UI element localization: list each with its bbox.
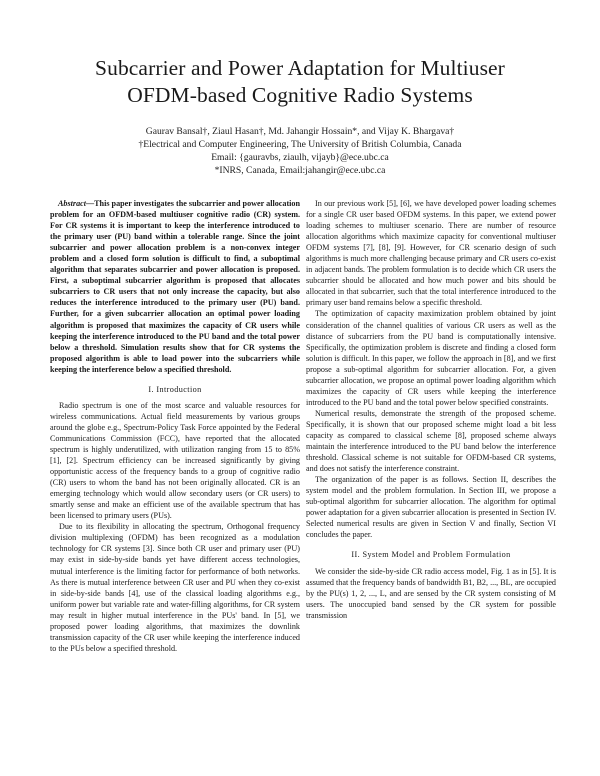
left-column (50, 198, 300, 654)
section-heading-system-model: II. System Model and Problem Formulation (351, 550, 511, 560)
paragraph: Numerical results, demonstrate the strength of the proposed scheme. Specifically, it is shown that our proposed scheme might load a bit less capacity as compared to classical scheme [8], proposed scheme always maintain the interference introduced to the PU band below the interference threshold. Classical scheme is not suitable for OFDM-based CR systems, and does not satisfy the interference constraint. (306, 408, 556, 474)
author-names: Gaurav Bansal†, Ziaul Hasan†, Md. Jahangir Hossain*, and Vijay K. Bhargava† (145, 126, 455, 137)
paragraph: Radio spectrum is one of the most scarce and valuable resources for wireless communications. Actual field measurements by various groups around the globe e.g., Spectrum-Policy Task Force appointed by the Federal Communications Commission (FCC), have reported that the allocated spectrum is highly underutilized, with utilization ranging from 15 to 85% [1], [2]. Spectrum efficiency can be increased significantly by giving opportunistic access of the frequency bands to a group of cognitive radio (CR) users to whom the band has not been originally allocated. CR is an emerging technology which would allow secondary users (or CR users) to smartly sense and make an efficient use of the available spectrum that has been licensed to primary users (PUs). (50, 400, 300, 521)
title-line-2: OFDM-based Cognitive Radio Systems (127, 83, 473, 107)
affiliation-1: †Electrical and Computer Engineering, The University of British Columbia, Canada (138, 139, 462, 150)
paragraph: The organization of the paper is as follows. Section II, describes the system model and the problem formulation. In Section III, we propose a sub-optimal algorithm for subcarrier allocation. The algorithm for optimal power adaptation for a given subcarrier allocation is presented in Section IV. Selected numerical results are given in Section V and finally, Section VI concludes the paper. (306, 475, 556, 540)
paragraph: Due to its flexibility in allocating the spectrum, Orthogonal frequency division multiplexing (OFDM) has been recognized as a modulation technology for CR systems [3]. Since both CR user and primary user (PU) may exist in side-by-side bands yet have different access technologies, mutual interference is the limiting factor for performance of both networks. As there is mutual interference between CR user and PU when they co-exist in side-by-side bands [4], use of the classical loading algorithms e.g., uniform power but variable rate and water-filling algorithms, for CR system may result in higher mutual interference in the PUs' band. In [5], we proposed power loading algorithms, that maximizes the downlink transmission capacity of the CR user while keeping the interference induced to the PUs below a specified threshold. (50, 522, 300, 653)
abstract-text: —This paper investigates the subcarrier and power allocation problem for an OFDM-based multiuser cognitive radio (CR) system. For CR systems it is important to keep the interference introduced to the primary user (PU) band within a tolerable range. Since the joint subcarrier and power allocation problem is a non-convex integer problem and a closed form solution is difficult to find, a suboptimal algorithm that separates subcarrier and power allocation is proposed. First, a suboptimal subcarrier algorithm is proposed that allocates subcarriers to CR users that not only increase the capacity, but also reduces the interference introduced to the primary user (PU) band. Further, for a given subcarrier allocation an optimal power loading algorithm is proposed that maximizes the capacity of CR users while keeping the interference introduced to the PU band and the total power below a threshold. Simulation results show that for CR systems the proposed algorithm is able to load power into the subcarriers while keeping the interference below a specified threshold. (50, 199, 300, 374)
abstract (50, 198, 300, 375)
title-line-1: Subcarrier and Power Adaptation for Multiuser (95, 56, 505, 80)
abstract-label: Abstract (58, 199, 86, 208)
paragraph: In our previous work [5], [6], we have developed power loading schemes for a single CR user based OFDM systems. In this paper, we extend power loading schemes to multiuser scenario. There are number of resource allocation algorithms which maximize capacity for conventional multiuser OFDM systems [7], [8], [9]. However, for CR scenario design of such algorithms is much more challenging because primary and CR users co-exist in adjacent bands. The problem formulation is to decide which CR users the subcarrier should be allocated and how much power and bits should be allocated in that subcarrier, such that the total interference introduced to the primary user band remains below a specific threshold. (306, 199, 556, 308)
right-column (306, 198, 556, 621)
section-heading-introduction: I. Introduction (148, 384, 202, 394)
paragraph: The optimization of capacity maximization problem obtained by joint consideration of the channel qualities of various CR users as well as the distance of subcarriers from the PU band is computationally intensive. Specifically, the optimization problem is discrete and finding a closed form solution is difficult. In this paper, we follow the approach in [8], and we first propose a sub-optimal algorithm for subcarrier allocation. For, a given subcarrier allocation, we propose an optimal power loading algorithm which maximizes the capacity of CR users while keeping the interference introduced to the PU band and the total power below specified constraints. (306, 309, 556, 407)
affiliation-2: *INRS, Canada, Email:jahangir@ece.ubc.ca (214, 165, 386, 176)
author-block (20, 125, 580, 177)
email-1: Email: {gauravbs, ziaulh, vijayb}@ece.ubc.ca (211, 152, 389, 163)
paragraph: We consider the side-by-side CR radio access model, Fig. 1 as in [5]. It is assumed that the frequency bands of bandwidth B1, B2, ..., BL, are occupied by the PU(s) 1, 2, ..., L, and are sensed by the CR system consisting of M users. The unoccupied band sensed by the CR system for possible transmission (306, 566, 556, 620)
paper-title (30, 55, 570, 109)
